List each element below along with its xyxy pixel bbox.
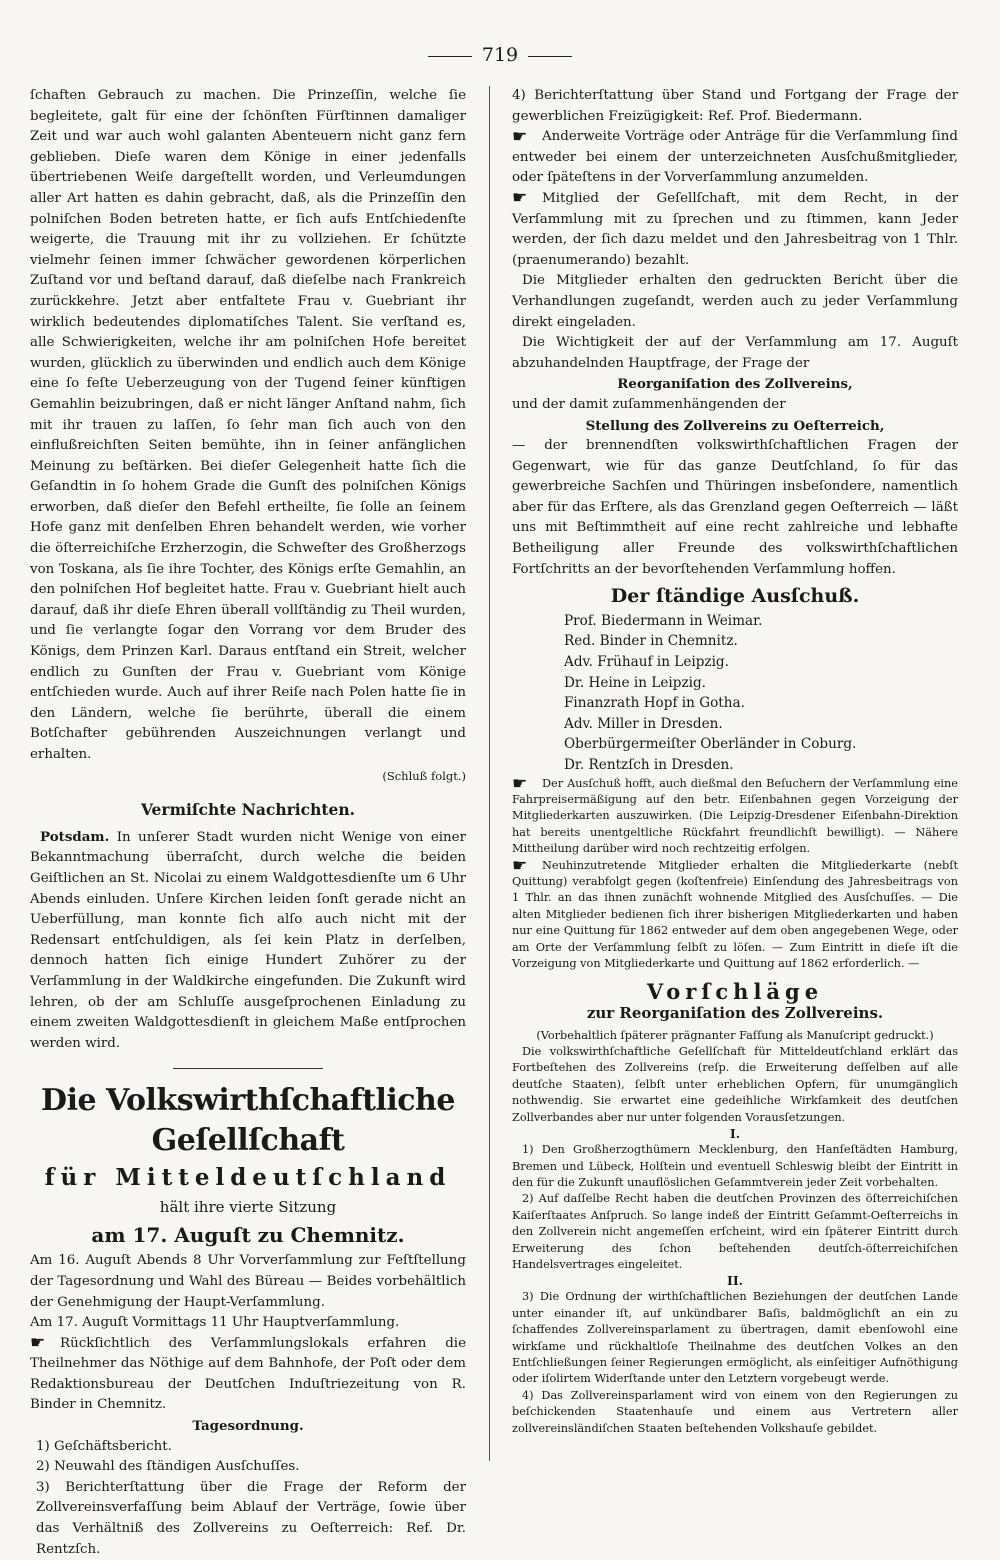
pointing-hand-icon: ☛ <box>512 188 528 209</box>
agenda-heading: Tagesordnung. <box>192 1418 304 1435</box>
potsdam-dateline: Potsdam. <box>40 828 110 845</box>
proposals-heading: Vorſchläge <box>646 979 824 1005</box>
agenda-item-4: 4) Berichterſtattung über Stand und Fortgang der Frage der gewerblichen Freizügigkeit: Ref. Prof. Biedermann. <box>512 88 958 124</box>
page-number-rule-left <box>428 56 472 57</box>
agenda-item: 2) Neuwahl des ſtändigen Ausſchuſſes. <box>36 1459 300 1475</box>
aug17-text: Am 17. Auguſt Vormittags 11 Uhr Hauptverſammlung. <box>30 1315 400 1331</box>
society-banner-title: Die Volkswirthſchaftliche Geſellſchaft <box>41 1083 455 1159</box>
committee-member: Prof. Biedermann in Weimar. <box>564 612 763 629</box>
left-column <box>30 86 466 1560</box>
venue-notice <box>30 1334 466 1416</box>
committee-member: Finanzrath Hopf in Gotha. <box>564 695 745 712</box>
venue-notice-text: Rückſichtlich des Verſammlungslokals erfahren die Theilnehmer das Nöthige auf dem Bahnhofe, der Poſt oder dem Redaktionsbureau der Deutſchen Induſtriezeitung von R. Binder in Chemnitz. <box>30 1335 466 1413</box>
society-banner-region: für Mitteldeutſchland <box>44 1164 452 1192</box>
continued-note: (Schluß folgt.) <box>382 768 466 783</box>
committee-member: Oberbürgermeiſter Oberländer in Coburg. <box>564 736 857 753</box>
fare-notice <box>512 773 958 858</box>
section-numeral: II. <box>726 1273 744 1289</box>
new-members-notice-text: Neuhinzutretende Mitglieder erhalten die Mitgliederkarte (nebſt Quittung) verabfolgt gegen (koſtenfreie) Einſendung des Jahresbeitrags von 1 Thlr. an das ihnen zunächſt wohnende Mitglied des Ausſchuſſes. — Die alten Mitglieder bedienen ſich ihrer bisherigen Mitgliederkarten und haben nur eine Quittung für 1862 entweder auf dem oben angegebenen Wege, oder am Orte der Verſammlung ſelbſt zu löſen. — Zum Eintritt in dieſe iſt die Vorzeigung von Mitgliederkarte und Quittung auf 1862 erforderlich. — <box>512 858 958 971</box>
society-banner-session: hält ihre vierte Sitzung <box>159 1198 337 1217</box>
proposal-item: 3) Die Ordnung der wirthſchaftlichen Beziehungen der deutſchen Lande unter einander iſt, auf unkündbarer Baſis, baldmöglichſt an ein zu ſchaffendes Zollvereinsparlament zu übertragen, damit ebenſowohl eine wirkſame und rückhaltloſe Theilnahme des deutſchen Volkes an den Entſchließungen ſeiner Regierungen ermöglicht, als einſeitiger Aufnöthigung oder iſolirtem Widerſtande unter den Letztern vorgebeugt werde. <box>512 1290 958 1386</box>
aug16-text: Am 16. Auguſt Abends 8 Uhr Vorverſammlung zur Feſtſtellung der Tagesordnung und Wahl des Büreau — Beides vorbehältlich der Genehmigung der Haupt-Verſammlung. <box>30 1253 466 1310</box>
committee-heading: Der ſtändige Ausſchuß. <box>610 585 860 608</box>
page-number-text: 719 <box>481 44 519 66</box>
proposals-notice-text: Anderweite Vorträge oder Anträge für die Verſammlung ſind entweder bei einem der unterzeichneten Ausſchußmitglieder, oder ſpäteſtens in der Vorverſammlung anzumelden. <box>512 129 958 186</box>
members-report-paragraph: Die Mitglieder erhalten den gedruckten Bericht über die Verhandlungen zugeſandt, werden auch zu jeder Verſammlung direkt eingeladen. <box>512 273 958 330</box>
proposals-notice <box>512 127 958 189</box>
membership-notice-text: Mitglied der Geſellſchaft, mit dem Recht, in der Verſammlung mit zu ſprechen und zu ſtimmen, kann Jeder werden, der ſich dazu meldet und den Jahresbeitrag von 1 Thlr. (praenumerando) bezahlt. <box>512 190 958 268</box>
section-numeral: I. <box>729 1126 741 1142</box>
agenda-item: 1) Geſchäftsbericht. <box>36 1438 172 1454</box>
committee-member: Dr. Rentzſch in Dresden. <box>564 757 734 773</box>
right-column <box>512 86 958 1437</box>
proposals-note: (Vorbehaltlich ſpäterer prägnanter Faſſung als Manuſcript gedruckt.) <box>536 1028 934 1042</box>
committee-members <box>512 611 958 776</box>
small-hand-icon: ☛ <box>512 855 528 876</box>
connected-question-text: und der damit zuſammenhängenden der <box>512 396 786 412</box>
committee-member: Red. Binder in Chemnitz. <box>564 633 738 650</box>
section-separator <box>173 1068 323 1069</box>
misc-news-heading: Vermiſchte Nachrichten. <box>140 800 356 820</box>
agenda-list <box>30 1437 466 1560</box>
pointing-hand-icon: ☛ <box>30 1333 46 1354</box>
small-hand-icon: ☛ <box>512 773 528 794</box>
fare-notice-text: Der Ausſchuß hofft, auch dießmal den Beſuchern der Verſammlung eine Fahrpreisermäßigung auf den betr. Eiſenbahnen gegen Vorzeigung der Mitgliederkarten auszuwirken. (Die Leipzig-Dresdener Eiſenbahn-Direktion hat bereits unentgeltliche Rückfahrt freundlichſt bewilligt). — Nähere Mittheilung darüber wird noch rechtzeitig erfolgen. <box>512 776 958 856</box>
reorganisation-subheading: Reorganiſation des Zollvereins, <box>617 376 853 393</box>
committee-member: Adv. Miller in Dresden. <box>564 715 723 732</box>
potsdam-text: In unſerer Stadt wurden nicht Wenige von einer Bekanntmachung überraſcht, durch welche die beiden Geiſtlichen an St. Nicolai zu einem Waldgottesdienſte um 6 Uhr Abends einluden. Unſere Kirchen leiden ſonſt gerade nicht an Ueberfüllung, man konnte ſich alſo auch nicht mit der Redensart entſchuldigen, als ſei kein Platz in derſelben, dennoch hatten ſich einige Hundert Zuhörer zu der Verſammlung in der Waldkirche eingefunden. Die Zukunft wird lehren, ob der am Schluſſe ausgeſprochenen Einladung zu einem zweiten Waldgottesdienſt in gleichem Maße entſprochen werden wird. <box>30 829 466 1051</box>
page-number <box>400 44 600 66</box>
page-number-rule-right <box>528 56 572 57</box>
committee-member: Adv. Frühauf in Leipzig. <box>564 654 729 671</box>
proposal-item: 1) Den Großherzogthümern Mecklenburg, den Hanſeſtädten Hamburg, Bremen und Lübeck, Holſtein und eventuell Schleswig bleibt der Eintritt in den für die Zukunft unauflöslichen Geſammtverein jeder Zeit vorbehalten. <box>512 1143 958 1189</box>
committee-member: Dr. Heine in Leipzig. <box>564 674 706 691</box>
question-paragraph: — der brennendſten volkswirthſchaftlichen Fragen der Gegenwart, wie für das ganze Deutſchland, ſo für das gewerbreiche Sachſen und Thüringen insbeſondere, namentlich aber für das Erſtere, als das Grenzland gegen Oeſterreich — läßt uns mit Beſtimmtheit auf eine recht zahlreiche und lebhafte Betheiligung aller Freunde des volkswirthſchaftlichen Fortſchritts an der bevorſtehenden Verſammlung hoffen. <box>512 438 958 577</box>
proposal-item: 4) Das Zollvereinsparlament wird von einem von den Regierungen zu beſchickenden Staatenhauſe und einem aus Vertretern aller zollvereinsländiſchen Staaten beſtehenden Volkshauſe gebildet. <box>512 1388 958 1435</box>
new-members-notice <box>512 855 958 973</box>
pointing-hand-icon: ☛ <box>512 126 528 147</box>
membership-notice <box>512 189 958 271</box>
story-paragraph: ſchaften Gebrauch zu machen. Die Prinzeſſin, welche ſie begleitete, galt für eine der ſchönſten Fürſtinnen damaliger Zeit und war auch wohl galanten Abenteuern nicht ganz fern geblieben. Dieſe waren dem Könige in einer jedenfalls übertriebenen Weiſe dargeſtellt worden, und Verleumdungen aller Art hatten es dahin gebracht, daß, als die Prinzeſſin den polniſchen Boden betreten hatte, er ſich aufs Entſchiedenſte weigerte, die Trauung mit ihr zu vollziehen. Er ſchützte vielmehr ſeinen immer ſchwächer gewordenen körperlichen Zuſtand vor und beſtand darauf, daß dieſelbe nach Frankreich zurückkehre. Jetzt aber entfaltete Frau v. Guebriant ihr wirklich bedeutendes diplomatiſches Talent. Sie verſtand es, alle Schwierigkeiten, welche ihr am polniſchen Hofe bereitet wurden, glücklich zu überwinden und endlich auch dem Könige eine ſo feſte Ueberzeugung von der Tugend ſeiner künftigen Gemahlin beizubringen, daß er nicht länger Anſtand nahm, ſich mit ihr trauen zu laſſen, ſo ſehr man ſich auch von den einflußreichſten Seiten bemühte, ihn in ſeiner anfänglichen Meinung zu beſtärken. Bei dieſer Gelegenheit hatte ſich die Geſandtin in ſo hohem Grade die Gunſt des polniſchen Königs erworben, daß dieſer den Befehl ertheilte, ſie ſolle an ſeinem Hofe ganz mit denſelben Ehren behandelt werden, wie vorher die öſterreichiſche Erzherzogin, die Schweſter des Großherzogs von Toskana, als ſie ihre Tochter, des Königs erſte Gemahlin, an den polniſchen Hof begleitet hatte. Frau v. Guebriant hielt auch darauf, daß ihr dieſe Ehren überall vollſtändig zu Theil wurden, und ſie verlangte ſogar den Vorrang vor dem Bruder des Königs, dem Prinzen Karl. Daraus entſtand ein Streit, welcher endlich zu Gunſten der Frau v. Guebriant vom Könige entſchieden wurde. Auch auf ihrer Reiſe nach Polen hatte ſie in den Ländern, welche ſie berührte, überall die einem Botſchafter gebührenden Auszeichnungen verlangt und erhalten. <box>30 88 466 762</box>
austria-subheading: Stellung des Zollvereins zu Oeſterreich, <box>585 417 885 434</box>
column-divider <box>489 86 490 1461</box>
proposals-subheading: zur Reorganiſation des Zollvereins. <box>586 1004 884 1023</box>
agenda-item: 3) Berichterſtattung über die Frage der Reform der Zollvereinsverfaſſung beim Ablauf der Verträge, ſowie über das Verhältniß des Zollvereins zu Oeſterreich: Ref. Dr. Rentzſch. <box>36 1479 466 1557</box>
society-banner-date: am 17. Auguſt zu Chemnitz. <box>91 1223 405 1248</box>
proposal-item: 2) Auf daſſelbe Recht haben die deutſchen Provinzen des öſterreichiſchen Kaiſerſtaates Anſpruch. So lange indeß der Eintritt Geſammt-Oeſterreichs in den Zollverein nicht angemeſſen erſcheint, wird ein ſpäterer Eintritt durch Erweiterung des ſchon beſtehenden deutſch-öſterreichiſchen Handelsvertrages eingeleitet. <box>512 1192 958 1271</box>
proposals-intro: Die volkswirthſchaftliche Geſellſchaft für Mitteldeutſchland erklärt das Fortbeſtehen des Zollvereins (reſp. die Erweiterung deſſelben auf alle deutſche Staaten), ſelbſt unter erheblichen Opfern, für unumgänglich nothwendig. Sie erwartet eine gedeihliche Wirkſamkeit des deutſchen Zollverbandes aber nur unter folgenden Vorausſetzungen. <box>512 1045 958 1124</box>
potsdam-item <box>30 827 466 1055</box>
importance-paragraph: Die Wichtigkeit der auf der Verſammlung am 17. Auguſt abzuhandelnden Hauptfrage, der Frage der <box>512 335 958 371</box>
